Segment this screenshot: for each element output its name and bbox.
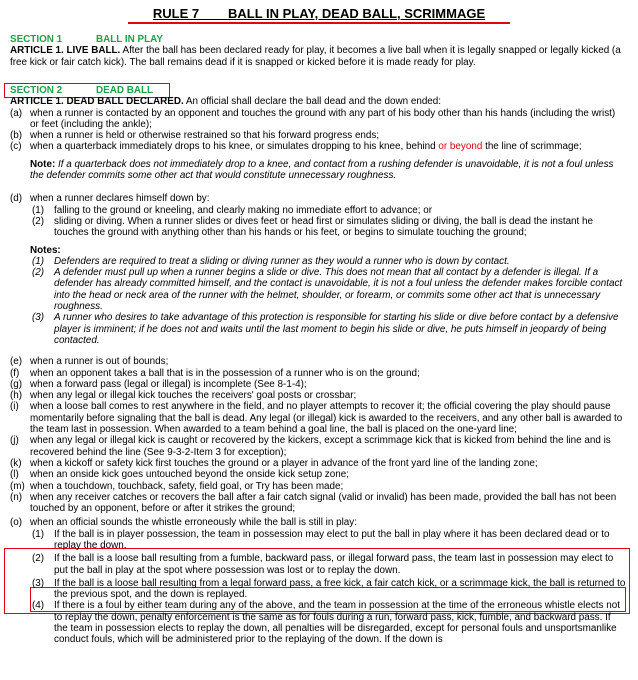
item-text: when any legal or illegal kick touches the receivers' goal posts or crossbar; [30,390,357,402]
notes-label: Notes: [30,244,61,256]
item-label: (i) [10,401,19,413]
section-1-number: SECTION 1 [10,34,63,45]
list-item-l [10,469,626,480]
item-text: when a runner declares himself down by: [30,193,210,205]
item-c-note [10,159,626,182]
list-item-o [10,517,626,528]
list-item-i [10,401,626,435]
note-text: A runner who desires to take advantage of this protection is responsible for starting his slide or dive before contact by a defensive player is imminent; if he does not and waits until the last moment to begin his slide or dive, he puts himself in jeopardy of being contacted. [54,312,619,346]
item-label: (2) [32,267,45,279]
item-label: (2) [32,553,45,565]
item-label: (l) [10,469,19,481]
list-item-d [10,193,626,204]
item-label: (d) [10,193,23,205]
article-text: After the ball has been declared ready for play, it becomes a live ball when it is legally snapped or legally kicked (a free kick or fair catch kick). The ball remains dead if it is snapped or kicked before it is made ready for play. [10,45,621,68]
note-text: A defender must pull up when a runner begins a slide or dive. This does not mean that all contact by a defender is illegal. If a defender has already committed himself, and the contact is unavoidable, it is not a foul unless the defender makes forcible contact into the head or neck area of the runner with the helmet, shoulder, or forearm, or commits some other act that is unnecessary roughness. [54,267,623,313]
item-label: (e) [10,356,23,368]
item-text: when a loose ball comes to rest anywhere in the field, and no player attempts to recover it; the official covering the play should pause momentarily before signaling that the ball is dead. Any legal (or illegal) kick is awarded to the receivers, and any other ball is awarded to the team last in possession. When awarded to a team behind a goal line, the ball is placed on the one-yard line; [30,401,623,436]
list-item-g [10,379,626,390]
item-text: sliding or diving. When a runner slides or dives feet or head first or simulates sliding or diving, the ball is dead the instant he touches the ground with anything other than his hands or his feet, or begins to simulate touching the ground; [54,215,594,239]
section-1 [10,34,626,68]
item-text: when any legal or illegal kick is caught or recovered by the kickers, except a scrimmage kick that is kicked from behind the line and is recovered behind the line (See 9-3-2-Item 3 for exception); [30,435,611,458]
list-item-j [10,435,626,458]
item-text: when a touchdown, touchback, safety, field goal, or Try has been made; [30,480,344,492]
item-label: (j) [10,435,19,447]
item-label: (c) [10,141,22,153]
title-underline [128,22,510,24]
item-text: the line of scrimmage; [482,141,582,153]
list-item-f [10,368,626,379]
article-text: An official shall declare the ball dead and the down ended: [183,96,442,108]
item-text: when a runner is contacted by an opponent and touches the ground with any part of his body other than his hands (including the wrist) or feet (including the ankle); [30,107,616,130]
section-2 [10,85,626,646]
item-text: when a runner is held or otherwise restrained so that his forward progress ends; [30,130,380,142]
item-label: (f) [10,367,20,379]
list-item-n [10,492,626,515]
note-text: If a quarterback does not immediately drop to a knee, and contact from a rushing defender is unavoidable, it is not a foul unless the defender commits some other act that would constitute unnecessary roughness. [30,158,614,182]
item-text: when an opponent takes a ball that is in the possession of a runner who is on the ground; [30,367,420,379]
item-text: when an official sounds the whistle erroneously while the ball is still in play: [30,517,357,529]
item-label: (o) [10,517,23,529]
section-1-heading [10,34,626,45]
list-item-h [10,390,626,401]
note-label: Note: [30,158,56,170]
section-2-title: DEAD BALL [96,85,154,96]
item-text: when a runner is out of bounds; [30,356,169,368]
item-text: when a forward pass (legal or illegal) is incomplete (See 8-1-4); [30,378,307,390]
item-d-note-2 [10,267,626,312]
note-text: Defenders are required to treat a sliding or diving runner as they would a runner who is down by contact. [54,255,510,267]
item-d-notes-heading [10,245,626,256]
section-1-article-1 [10,45,626,68]
list-item-e [10,356,626,367]
item-text: If the ball is a loose ball resulting from a legal forward pass, a free kick, a fair catch kick, or a scrimmage kick, the ball is returned to the previous spot, and the down is replayed. [54,577,626,601]
item-label: (h) [10,390,23,402]
item-text: If there is a foul by either team during any of the above, and the team in possession at the time of the erroneous whistle elects not to replay the down, penalty enforcement is the same as for fouls during a run, forward pass, kick, fumble, and backward pass. If the team in possession elects to replay the down, all penalties will be disregarded, except for personal fouls and unsportsmanlike conduct fouls, which will be administered prior to the replaying of the down. If the down is [54,600,620,646]
item-text: If the ball is a loose ball resulting from a fumble, backward pass, or illegal forward pass, the team last in possession may elect to put the ball in play at the spot where possession was lost or to replay the down. [54,553,614,576]
item-text-highlight: or beyond [438,141,483,153]
item-text: when any receiver catches or recovers the ball after a fair catch signal (valid or invalid) has been made, provided the ball has not been touched by an opponent, before or after it strikes the ground; [30,491,617,515]
item-text: If the ball is in player possession, the team in possession may elect to put the ball in play where it has been declared dead or to replay the down. [54,528,610,551]
item-label: (1) [32,528,45,540]
section-2-number: SECTION 2 [10,85,63,96]
list-item-c [10,141,626,152]
item-text: when a kickoff or safety kick first touches the ground or a player in advance of the front yard line of the landing zone; [30,457,538,469]
article-heading: ARTICLE 1. DEAD BALL DECLARED. [10,96,184,108]
item-label: (n) [10,491,23,503]
list-item-k [10,458,626,469]
item-label: (2) [32,215,45,227]
item-label: (3) [32,577,45,589]
list-subitem-d1 [10,205,626,216]
item-label: (g) [10,378,23,390]
list-subitem-o2 [10,553,626,576]
item-label: (b) [10,130,23,142]
list-subitem-d2 [10,216,626,239]
list-subitem-o3 [10,578,626,601]
item-label: (k) [10,457,22,469]
item-label: (3) [32,312,45,324]
list-item-m [10,481,626,492]
item-label: (4) [32,600,45,612]
page-title: RULE 7 BALL IN PLAY, DEAD BALL, SCRIMMAGE [152,6,486,21]
section-2-heading [10,85,626,96]
item-label: (1) [32,204,45,216]
item-text: when a quarterback immediately drops to his knee, or simulates dropping to his knee, behind [30,141,439,153]
item-label: (1) [32,255,45,267]
item-text: falling to the ground or kneeling, and clearly making no immediate effort to advance; or [54,204,433,216]
item-label: (m) [10,480,25,492]
list-subitem-o4 [10,600,626,645]
list-item-b [10,130,626,141]
section-2-article-1 [10,96,626,107]
section-1-title: BALL IN PLAY [96,34,163,45]
article-heading: ARTICLE 1. LIVE BALL. [10,45,121,57]
item-d-note-3 [10,312,626,346]
item-d-note-1 [10,256,626,267]
list-subitem-o1 [10,529,626,552]
list-item-a [10,108,626,131]
item-text: when an onside kick goes untouched beyond the onside kick setup zone; [30,469,349,481]
item-label: (a) [10,107,23,119]
